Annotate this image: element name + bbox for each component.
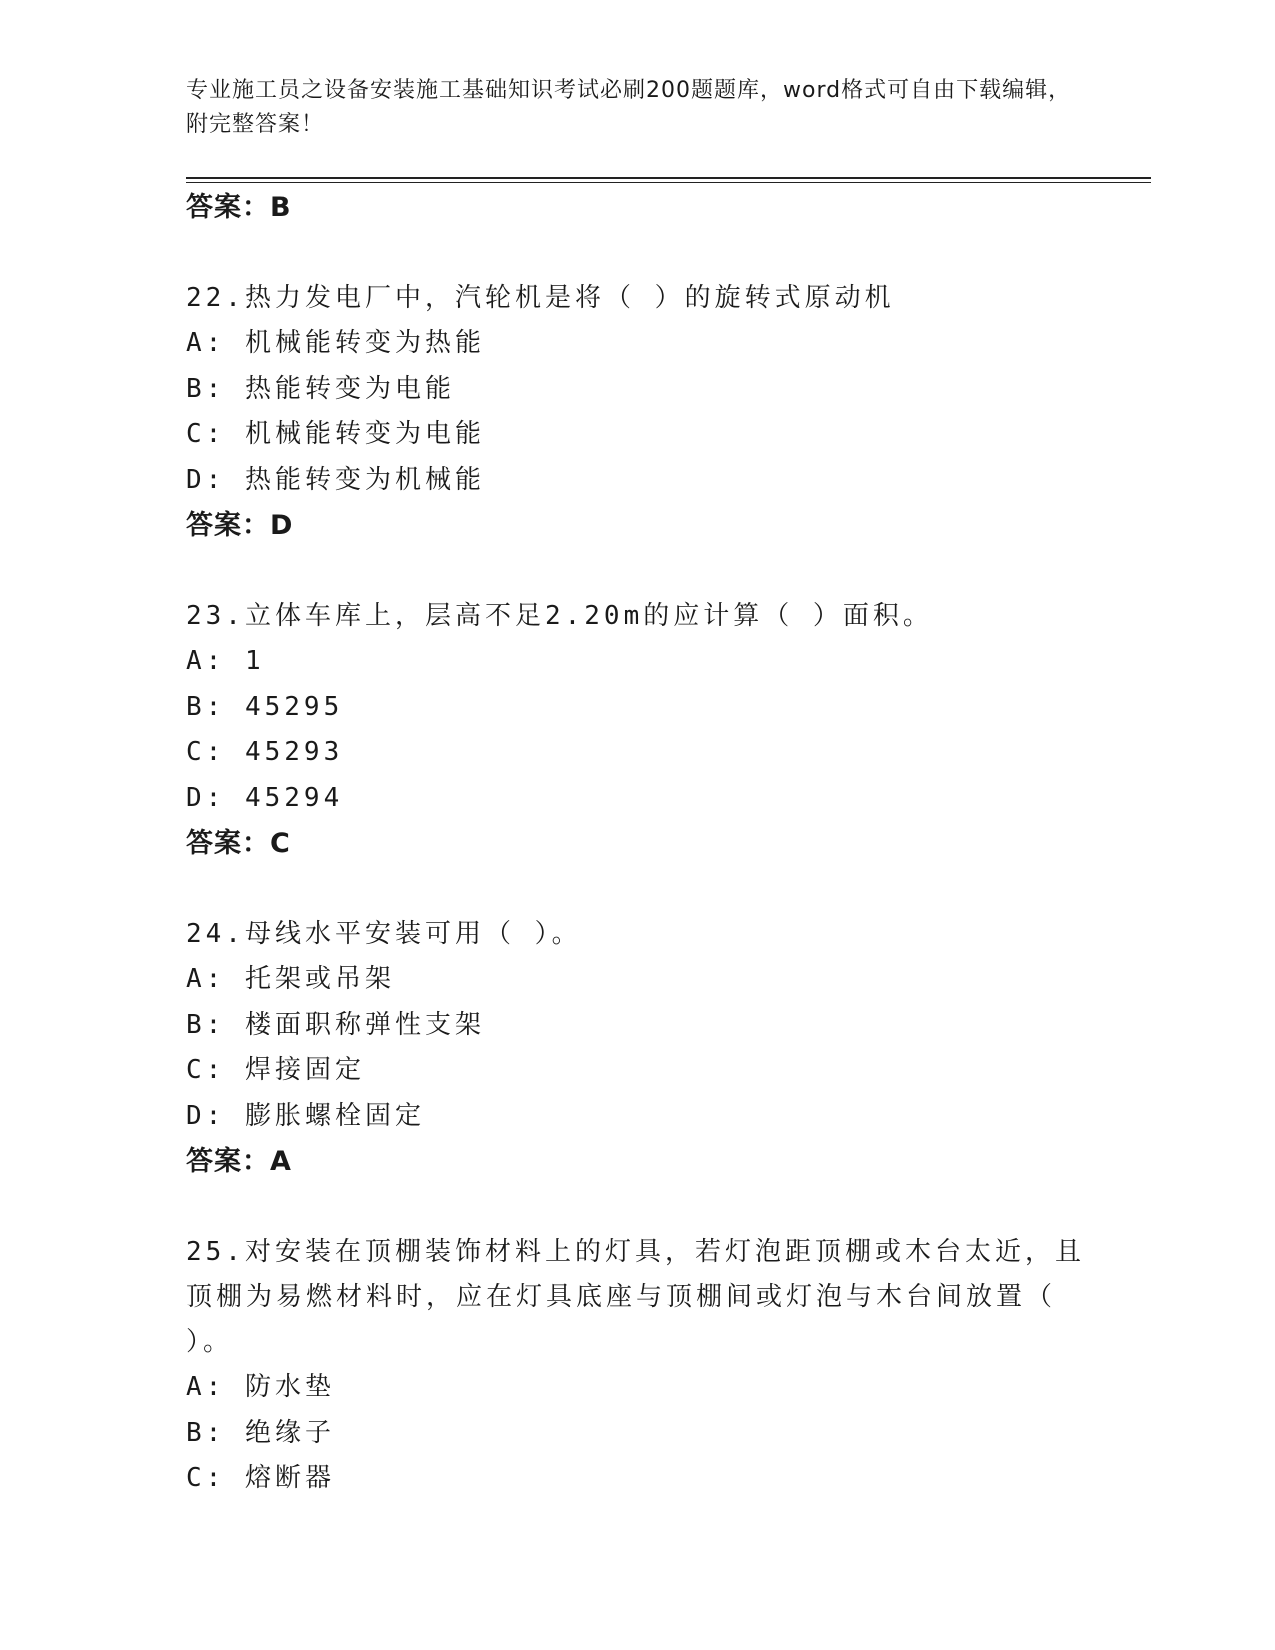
answer-line: 答案：B xyxy=(186,192,292,223)
option-a: A: 防水垫 xyxy=(186,1372,335,1402)
document-body xyxy=(186,185,1151,1502)
option-d: D: 热能转变为机械能 xyxy=(186,464,485,495)
question-text: 24.母线水平安装可用（ ）。 xyxy=(186,919,582,949)
question-text: 22.热力发电厂中，汽轮机是将（ ）的旋转式原动机 xyxy=(186,283,895,313)
question-23 xyxy=(186,594,1151,867)
header-divider-thin xyxy=(186,182,1151,183)
option-b: B: 楼面职称弹性支架 xyxy=(186,1009,485,1040)
option-d: D: 45294 xyxy=(186,782,344,813)
question-22 xyxy=(186,276,1151,549)
question-text: 25.对安装在顶棚装饰材料上的灯具，若灯泡距顶棚或木台太近，且顶棚为易燃材料时，应在灯具底座与顶棚间或灯泡与木台间放置（ ）。 xyxy=(186,1237,1085,1357)
option-c: C: 机械能转变为电能 xyxy=(186,419,485,449)
option-c: C: 焊接固定 xyxy=(186,1055,365,1085)
header-divider xyxy=(186,177,1151,179)
option-d: D: 膨胀螺栓固定 xyxy=(186,1100,425,1131)
answer-line: 答案：D xyxy=(186,510,294,541)
page-header: 专业施工员之设备安装施工基础知识考试必刷200题题库，word格式可自由下载编辑，附完整答案！ xyxy=(186,78,1072,137)
answer-line: 答案：A xyxy=(186,1146,292,1177)
answer-line: 答案：C xyxy=(186,828,291,859)
option-c: C: 45293 xyxy=(186,737,344,767)
option-a: A: 机械能转变为热能 xyxy=(186,328,485,358)
question-24 xyxy=(186,912,1151,1185)
option-b: B: 热能转变为电能 xyxy=(186,373,455,404)
option-b: B: 45295 xyxy=(186,691,344,722)
option-b: B: 绝缘子 xyxy=(186,1417,335,1448)
option-a: A: 1 xyxy=(186,646,265,676)
question-text: 23.立体车库上，层高不足2.20m的应计算（ ）面积。 xyxy=(186,601,933,631)
option-a: A: 托架或吊架 xyxy=(186,964,395,994)
question-25 xyxy=(186,1230,1151,1502)
option-c: C: 熔断器 xyxy=(186,1463,335,1493)
